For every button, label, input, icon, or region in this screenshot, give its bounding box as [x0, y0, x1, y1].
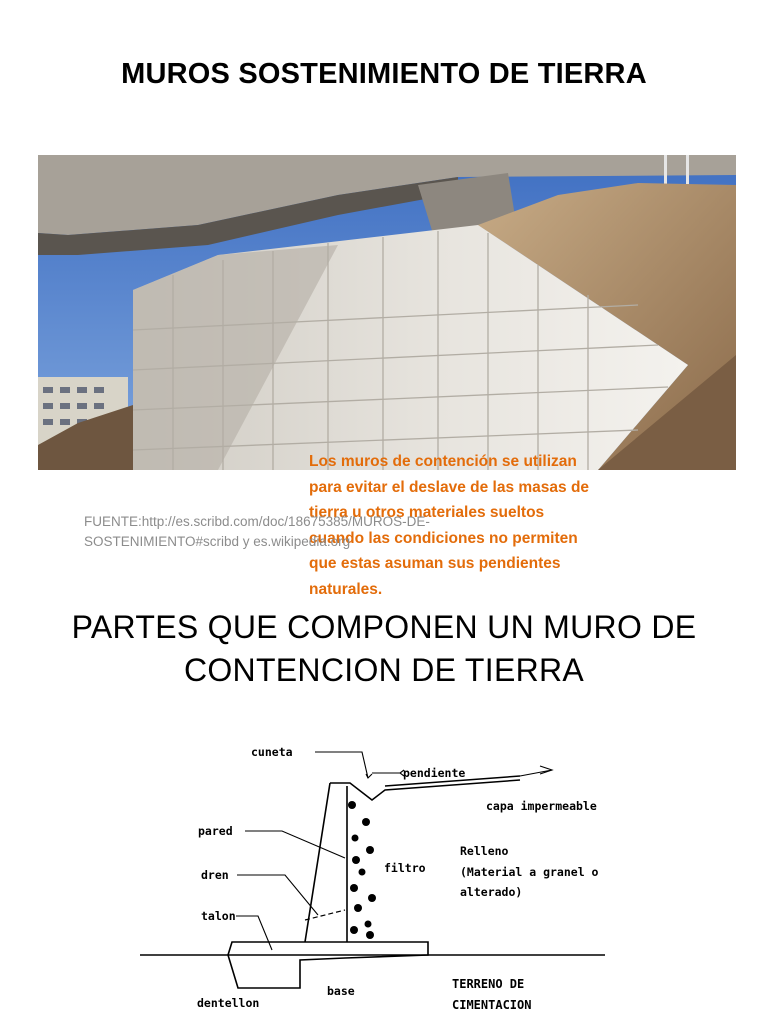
label-relleno: Relleno — [460, 844, 509, 858]
label-pendiente: pendiente — [403, 766, 466, 780]
section-title-line: PARTES QUE COMPONEN UN MURO DE — [71, 609, 697, 645]
section-title-line: CONTENCION DE TIERRA — [183, 652, 585, 688]
label-pared: pared — [198, 824, 233, 838]
label-cimentacion: CIMENTACION — [452, 998, 532, 1012]
label-relleno-detail: (Material a granel o — [460, 865, 599, 879]
caption-line: para evitar el deslave de las masas de — [309, 478, 590, 496]
source-citation — [84, 512, 524, 552]
caption-line: tierra u otros materiales sueltos — [309, 504, 545, 521]
label-filtro: filtro — [384, 861, 426, 875]
label-cuneta: cuneta — [251, 745, 293, 759]
label-terreno: TERRENO DE — [452, 977, 525, 991]
label-talon: talon — [201, 909, 236, 923]
section-title — [0, 606, 768, 692]
drain-pipe — [305, 910, 345, 920]
photo-illustration — [38, 155, 736, 470]
label-capa: capa impermeable — [486, 799, 597, 813]
footing — [228, 942, 428, 988]
label-base: base — [327, 984, 355, 998]
wall-parts-diagram — [0, 730, 768, 1024]
caption-line: Los muros de contención se utilizan — [309, 453, 577, 470]
source-line: FUENTE:http://es.scribd.com/doc/18675385/MUROS-DE- — [84, 514, 430, 529]
label-relleno-detail: alterado) — [460, 885, 523, 899]
caption-line: naturales. — [309, 580, 383, 598]
caption-line: cuando las condiciones no permiten — [309, 529, 578, 547]
source-line: SOSTENIMIENTO#scribd y es.wikipedia.org — [84, 534, 351, 549]
page-title: MUROS SOSTENIMIENTO DE TIERRA — [121, 58, 647, 90]
filter-gravel — [348, 801, 376, 939]
arrowhead — [366, 774, 372, 778]
label-dren: dren — [201, 868, 229, 882]
wall-front-face — [305, 783, 330, 942]
caption-line: que estas asuman sus pendientes — [309, 555, 561, 572]
label-dentellon: dentellon — [197, 996, 260, 1010]
